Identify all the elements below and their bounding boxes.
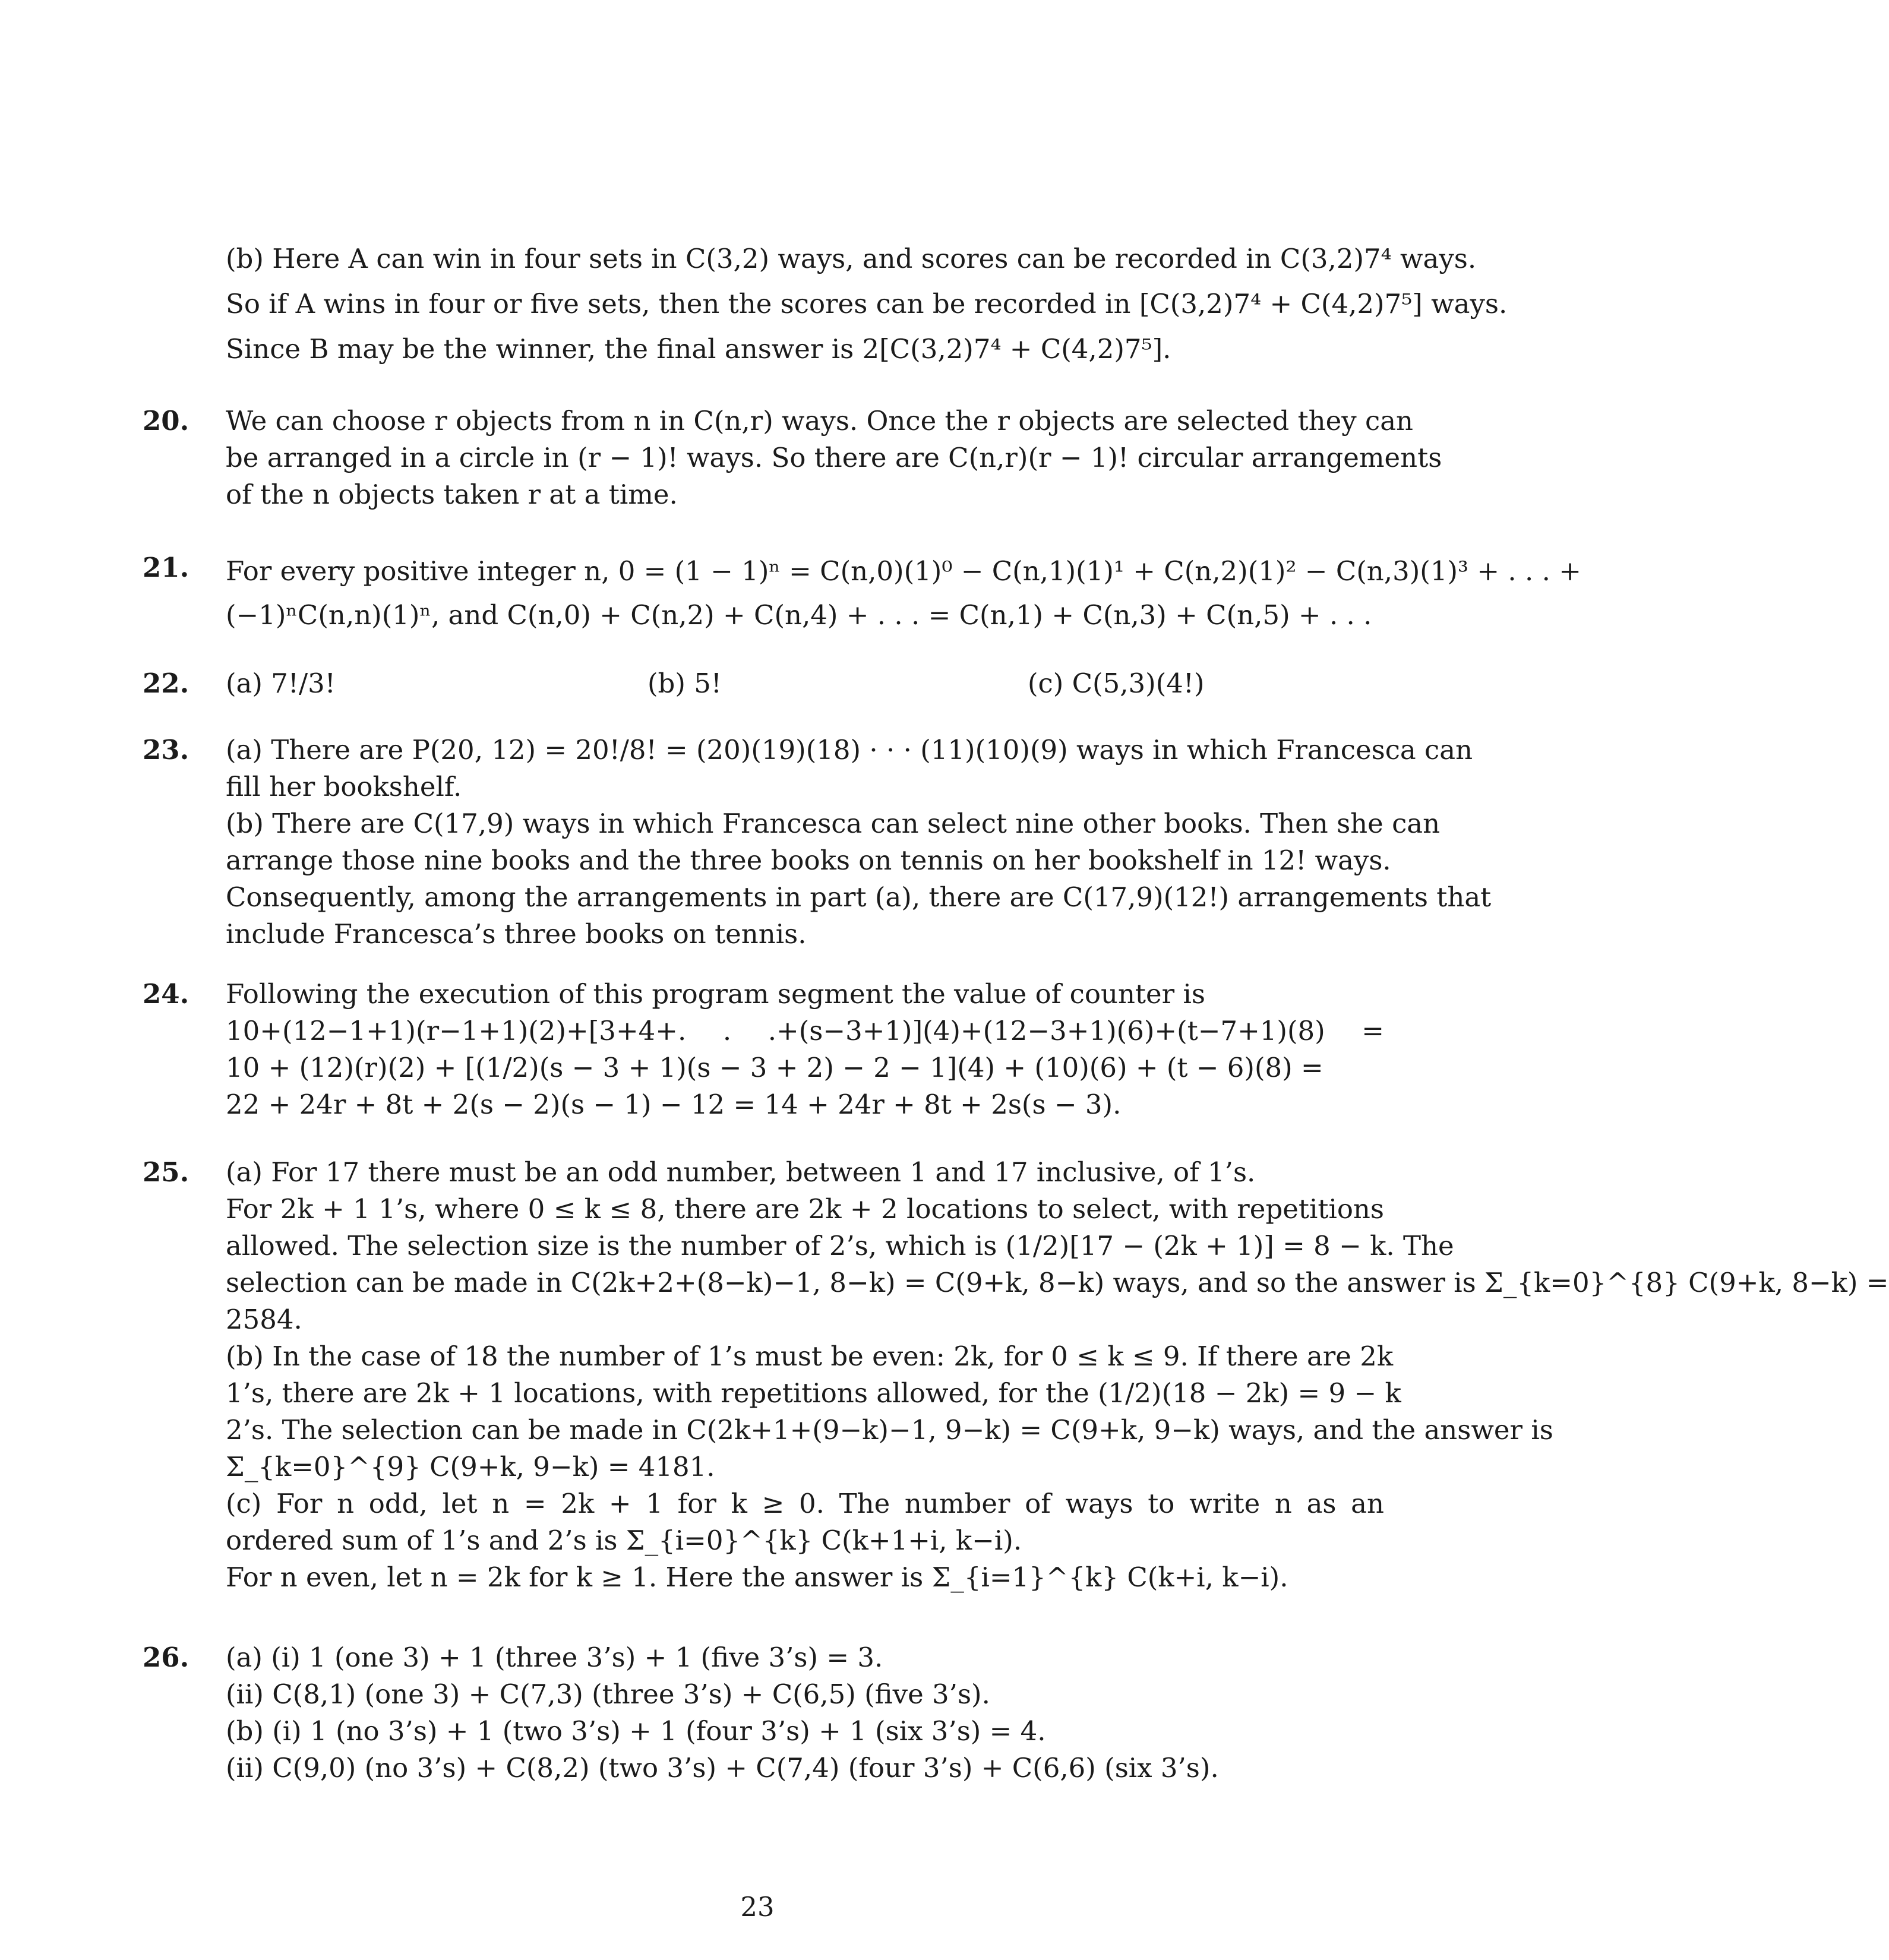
text-line: (b) (i) 1 (no 3’s) + 1 (two 3’s) + 1 (four 3’s) + 1 (six 3’s) = 4. xyxy=(226,1715,1046,1747)
text-line: (a) (i) 1 (one 3) + 1 (three 3’s) + 1 (five 3’s) = 3. xyxy=(226,1642,883,1673)
text-line: fill her bookshelf. xyxy=(226,771,462,802)
text-line: (c) For n odd, let n = 2k + 1 for k ≥ 0. The number of ways to write n as an xyxy=(226,1488,1384,1519)
text-line: (−1)ⁿC(n,n)(1)ⁿ, and C(n,0) + C(n,2) + C(n,4) + . . . = C(n,1) + C(n,3) + C(n,5) + . . . xyxy=(226,599,1372,631)
part-a: (a) 7!/3! xyxy=(226,668,336,699)
text-line: 10 + (12)(r)(2) + [(1/2)(s − 3 + 1)(s − 3 + 2) − 2 − 1](4) + (10)(6) + (t − 6)(8) = xyxy=(226,1052,1323,1083)
text-line: include Francesca’s three books on tennis. xyxy=(226,918,807,950)
text-line: be arranged in a circle in (r − 1)! ways. So there are C(n,r)(r − 1)! circular arrangements xyxy=(226,442,1442,473)
answer-number: 21. xyxy=(143,552,189,583)
text-line: (ii) C(9,0) (no 3’s) + C(8,2) (two 3’s) + C(7,4) (four 3’s) + C(6,6) (six 3’s). xyxy=(226,1752,1219,1784)
text-line: For 2k + 1 1’s, where 0 ≤ k ≤ 8, there are 2k + 2 locations to select, with repetitions xyxy=(226,1193,1384,1225)
text-line: 2’s. The selection can be made in C(2k+1+(9−k)−1, 9−k) = C(9+k, 9−k) ways, and the answer is xyxy=(226,1414,1553,1446)
text-line: arrange those nine books and the three books on tennis on her bookshelf in 12! ways. xyxy=(226,845,1391,876)
text-line: 10+(12−1+1)(r−1+1)(2)+[3+4+. . .+(s−3+1)](4)+(12−3+1)(6)+(t−7+1)(8) = xyxy=(226,1015,1384,1047)
answer-20-text xyxy=(226,403,1442,513)
text-line: (b) Here A can win in four sets in C(3,2) ways, and scores can be recorded in C(3,2)7⁴ ways. xyxy=(226,243,1477,274)
text-line: So if A wins in four or five sets, then the scores can be recorded in [C(3,2)7⁴ + C(4,2)7⁵] ways. xyxy=(226,288,1508,320)
answer-25-text xyxy=(226,1154,1889,1596)
answer-number: 20. xyxy=(143,405,189,437)
text-line: (ii) C(8,1) (one 3) + C(7,3) (three 3’s) + C(6,5) (five 3’s). xyxy=(226,1678,990,1710)
text-line: Following the execution of this program segment the value of counter is xyxy=(226,978,1205,1010)
text-line: (a) For 17 there must be an odd number, between 1 and 17 inclusive, of 1’s. xyxy=(226,1156,1256,1188)
answer-number: 23. xyxy=(143,734,189,766)
answer-22-text xyxy=(226,665,1384,702)
answer-21-text xyxy=(226,549,1581,637)
text-line: Since B may be the winner, the final answer is 2[C(3,2)7⁴ + C(4,2)7⁵]. xyxy=(226,333,1171,365)
text-line: 2584. xyxy=(226,1304,302,1335)
text-line: 1’s, there are 2k + 1 locations, with repetitions allowed, for the (1/2)(18 − 2k) = 9 − k xyxy=(226,1377,1401,1409)
page-number: 23 xyxy=(740,1891,775,1923)
text-line: (b) In the case of 18 the number of 1’s must be even: 2k, for 0 ≤ k ≤ 9. If there are 2k xyxy=(226,1341,1394,1372)
text-line: selection can be made in C(2k+2+(8−k)−1, 8−k) = C(9+k, 8−k) ways, and so the answer is Σ_{k=0}^{8} C(9+k, 8−k) = xyxy=(226,1267,1889,1298)
text-line: For every positive integer n, 0 = (1 − 1)ⁿ = C(n,0)(1)⁰ − C(n,1)(1)¹ + C(n,2)(1)² − C(n,3)(1)³ + . . . + xyxy=(226,555,1581,587)
text-line: ordered sum of 1’s and 2’s is Σ_{i=0}^{k} C(k+1+i, k−i). xyxy=(226,1525,1022,1556)
answer-number: 22. xyxy=(143,668,189,699)
part-b: (b) 5! xyxy=(647,668,722,699)
text-line: We can choose r objects from n in C(n,r) ways. Once the r objects are selected they can xyxy=(226,405,1414,437)
text-line: (b) There are C(17,9) ways in which Francesca can select nine other books. Then she can xyxy=(226,808,1441,839)
text-line: allowed. The selection size is the number of 2’s, which is (1/2)[17 − (2k + 1)] = 8 − k. The xyxy=(226,1230,1454,1262)
answer-number: 26. xyxy=(143,1642,189,1673)
answer-23-text xyxy=(226,732,1492,953)
text-line: Consequently, among the arrangements in part (a), there are C(17,9)(12!) arrangements that xyxy=(226,881,1492,913)
text-line: of the n objects taken r at a time. xyxy=(226,479,678,510)
answer-number: 25. xyxy=(143,1156,189,1188)
answer-19b-text xyxy=(226,236,1508,372)
answer-26-text xyxy=(226,1639,1384,1787)
text-line: 22 + 24r + 8t + 2(s − 2)(s − 1) − 12 = 14 + 24r + 8t + 2s(s − 3). xyxy=(226,1089,1122,1120)
text-line: For n even, let n = 2k for k ≥ 1. Here the answer is Σ_{i=1}^{k} C(k+i, k−i). xyxy=(226,1561,1288,1593)
answer-24-text xyxy=(226,976,1384,1123)
text-line: Σ_{k=0}^{9} C(9+k, 9−k) = 4181. xyxy=(226,1451,715,1482)
text-line: (a) There are P(20, 12) = 20!/8! = (20)(19)(18) · · · (11)(10)(9) ways in which Francesca can xyxy=(226,734,1473,766)
answer-number: 24. xyxy=(143,978,189,1010)
part-c: (c) C(5,3)(4!) xyxy=(1028,668,1205,699)
